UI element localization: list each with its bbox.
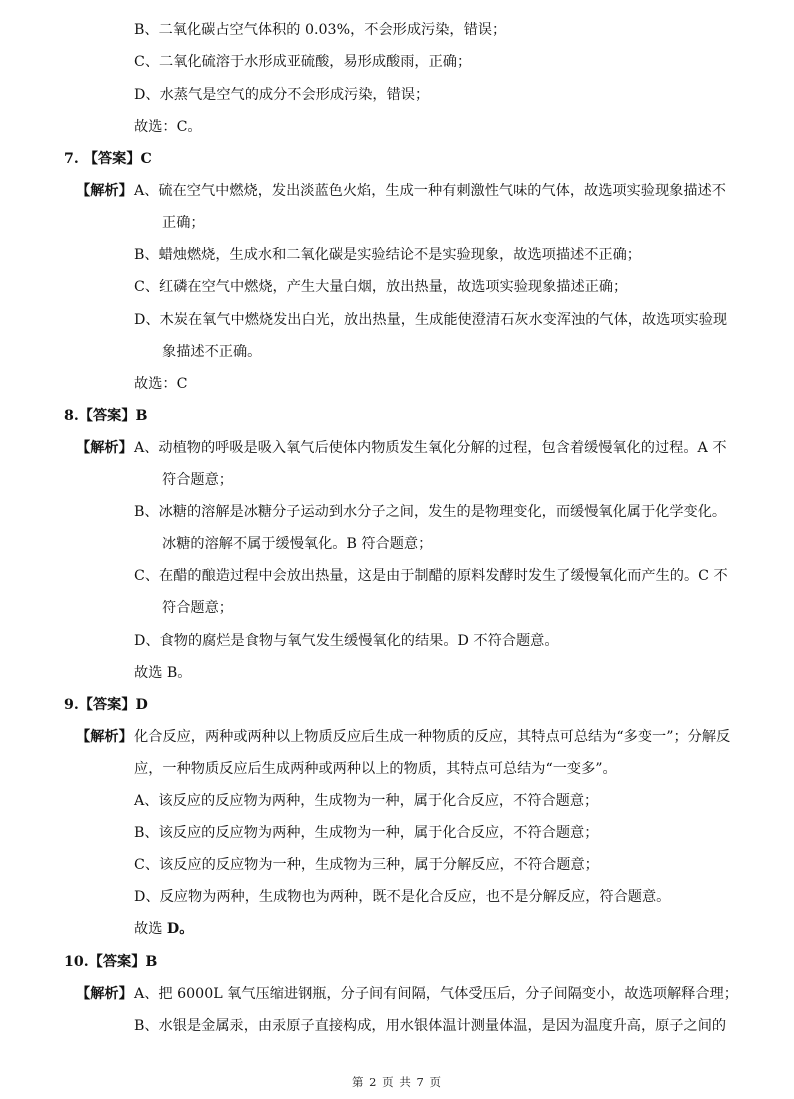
q8-choice: 故选 B。 <box>134 665 192 681</box>
q9-analysis-label: 【解析】 <box>76 729 133 745</box>
q6-option-c: C、二氧化硫溶于水形成亚硫酸，易形成酸雨，正确； <box>134 54 472 70</box>
q8-answer-heading: 8.【答案】B <box>64 408 148 424</box>
q7-option-a-line1: A、硫在空气中燃烧，发出淡蓝色火焰，生成一种有刺激性气味的气体，故选项实验现象描述不 <box>134 183 726 199</box>
q9-choice-prefix: 故选 <box>134 921 167 937</box>
q8-option-d: D、食物的腐烂是食物与氧气发生缓慢氧化的结果。D 不符合题意。 <box>134 633 559 649</box>
q7-option-c: C、红磷在空气中燃烧，产生大量白烟，放出热量，故选项实验现象描述正确； <box>134 279 628 295</box>
q9-option-b: B、该反应的反应物为两种，生成物为一种，属于化合反应，不符合题意； <box>134 825 599 841</box>
q6-choice: 故选：C。 <box>134 119 202 135</box>
q7-option-a-line2: 正确； <box>162 215 205 231</box>
q10-analysis-label: 【解析】 <box>76 986 133 1002</box>
q7-analysis-label: 【解析】 <box>76 183 133 199</box>
q9-answer-heading: 9.【答案】D <box>64 697 148 713</box>
q10-option-a: A、把 6000L 氧气压缩进钢瓶，分子间有间隔，气体受压后，分子间隔变小，故选项解释合理； <box>134 986 738 1002</box>
q7-option-d-line2: 象描述不正确。 <box>162 344 262 360</box>
q7-option-d-line1: D、木炭在氧气中燃烧发出白光，放出热量，生成能使澄清石灰水变浑浊的气体，故选项实验现 <box>134 312 728 328</box>
q8-option-a-line2: 符合题意； <box>162 472 233 488</box>
q6-option-d: D、水蒸气是空气的成分不会形成污染，错误； <box>134 87 430 103</box>
q8-option-a-line1: A、动植物的呼吸是吸入氧气后使体内物质发生氧化分解的过程，包含着缓慢氧化的过程。A 不 <box>134 440 727 456</box>
q10-answer-heading: 10.【答案】B <box>64 954 158 970</box>
q7-answer-heading: 7. 【答案】C <box>64 151 152 167</box>
page-footer: 第 2 页 共 7 页 <box>352 1075 442 1089</box>
q9-intro-line1: 化合反应，两种或两种以上物质反应后生成一种物质的反应，其特点可总结为“多变一”；分解反 <box>134 729 731 745</box>
q9-option-a: A、该反应的反应物为两种，生成物为一种，属于化合反应，不符合题意； <box>134 793 599 809</box>
q8-option-c-line1: C、在醋的酿造过程中会放出热量，这是由于制醋的原料发酵时发生了缓慢氧化而产生的。C 不 <box>134 568 728 584</box>
q8-analysis-label: 【解析】 <box>76 440 133 456</box>
q9-option-d: D、反应物为两种，生成物也为两种，既不是化合反应，也不是分解反应，符合题意。 <box>134 889 671 905</box>
q8-option-c-line2: 符合题意； <box>162 600 233 616</box>
q8-option-b-line1: B、冰糖的溶解是冰糖分子运动到水分子之间，发生的是物理变化，而缓慢氧化属于化学变化。 <box>134 504 727 520</box>
q7-choice: 故选：C <box>134 376 188 392</box>
q7-option-b: B、蜡烛燃烧，生成水和二氧化碳是实验结论不是实验现象，故选项描述不正确； <box>134 247 641 263</box>
q8-option-b-line2: 冰糖的溶解不属于缓慢氧化。B 符合题意； <box>162 536 433 552</box>
q9-choice <box>134 920 193 938</box>
q10-option-b: B、水银是金属汞，由汞原子直接构成，用水银体温计测量体温，是因为温度升高，原子之间的 <box>134 1018 727 1034</box>
q9-choice-letter: D。 <box>166 921 194 937</box>
q6-option-b: B、二氧化碳占空气体积的 0.03%，不会形成污染，错误； <box>134 22 507 38</box>
q9-intro-line2: 应，一种物质反应后生成两种或两种以上的物质，其特点可总结为“一变多”。 <box>134 761 617 777</box>
q9-option-c: C、该反应的反应物为一种，生成物为三种，属于分解反应，不符合题意； <box>134 857 599 873</box>
